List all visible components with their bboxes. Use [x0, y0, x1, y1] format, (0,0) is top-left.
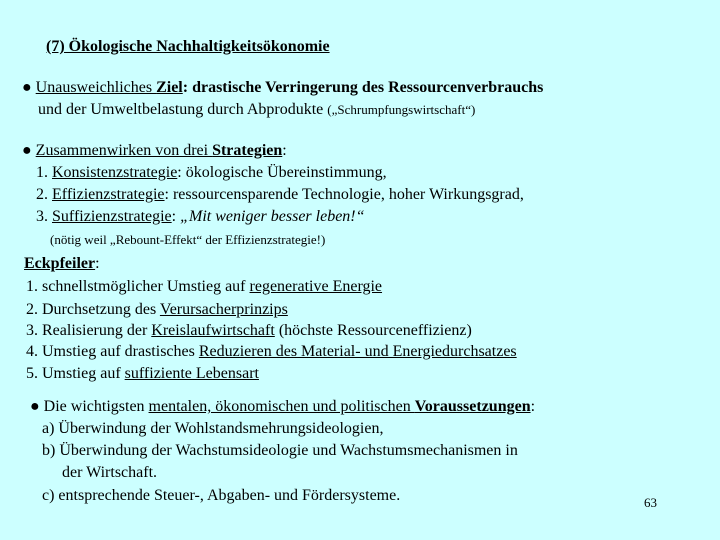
prereq-item-b-cont: der Wirtschaft. [62, 464, 158, 481]
prereq-key: mentalen, ökonomischen und politischen [148, 398, 415, 415]
bullet-icon: ● [30, 398, 40, 415]
page-number: 63 [644, 495, 657, 510]
pillar-post: (höchste Ressourceneffizienz) [274, 322, 472, 339]
strategy-name: Suffizienzstrategie [52, 208, 172, 225]
pillar-item [26, 364, 259, 384]
pillar-pre: 1. schnellstmöglicher Umstieg auf [26, 278, 250, 295]
strategy-text: : ressourcensparende Technologie, hoher Wirkungsgrad, [164, 186, 524, 203]
pillar-pre: 3. Realisierung der [26, 322, 152, 339]
strategy-num: 1. [36, 164, 52, 181]
pillar-key: Kreislaufwirtschaft [151, 322, 275, 339]
pillar-item [26, 321, 472, 341]
goal-rest: : drastische Verringerung des Ressourcenverbrauchs [182, 79, 544, 96]
prereq-item-c: c) entsprechende Steuer-, Abgaben- und Fördersysteme. [42, 487, 401, 504]
prereq-item-b: b) Überwindung der Wachstumsideologie und Wachstumsmechanismen in [42, 442, 518, 459]
goal-ziel: Ziel [156, 79, 183, 96]
strategy-text: : ökologische Übereinstimmung, [177, 164, 387, 181]
pillars-colon: : [95, 255, 100, 272]
strategy-text: : [171, 208, 181, 225]
pillar-key: Reduzieren des Material- und Energiedurchsatzes [198, 343, 517, 360]
bullet-icon: ● [22, 142, 32, 159]
pillar-key: suffiziente Lebensart [124, 365, 259, 382]
strategy-item [36, 207, 365, 227]
pillar-item [26, 342, 517, 362]
pillar-pre: 4. Umstieg auf drastisches [26, 343, 199, 360]
bullet-icon: ● [22, 79, 32, 96]
prereq-colon: : [530, 398, 536, 415]
strategy-item [36, 163, 387, 183]
strategies-note: (nötig weil „Rebount-Effekt“ der Effizienzstrategie!) [50, 232, 326, 247]
prereq-word: Voraussetzungen [414, 398, 531, 415]
strategy-item [36, 185, 524, 205]
strategies-colon: : [282, 142, 287, 159]
goal-line-2 [38, 100, 475, 120]
strategy-num: 3. [36, 208, 52, 225]
prereq-item-a: a) Überwindung der Wohlstandsmehrungsideologien, [42, 420, 384, 437]
strategy-num: 2. [36, 186, 52, 203]
goal-lead: Unausweichliches [35, 79, 157, 96]
pillar-key: Verursacherprinzips [159, 301, 288, 318]
pillar-item [26, 300, 288, 320]
pillars-heading-line [24, 254, 100, 274]
pillar-key: regenerative Energie [249, 278, 383, 295]
prerequisites-line [30, 397, 535, 417]
strategy-name: Konsistenzstrategie [52, 164, 178, 181]
strategies-word: Strategien [212, 142, 283, 159]
strategies-lead: Zusammenwirken von drei [35, 142, 213, 159]
prereq-lead: Die wichtigsten [43, 398, 149, 415]
pillar-item [26, 277, 382, 297]
goal-line-1 [22, 78, 543, 98]
page-title: (7) Ökologische Nachhaltigkeitsökonomie [46, 38, 330, 55]
goal-line2-text: und der Umweltbelastung durch Abprodukte [38, 101, 328, 118]
strategy-name: Effizienzstrategie [52, 186, 165, 203]
pillars-heading: Eckpfeiler [24, 255, 96, 272]
strategy-quote: „Mit weniger besser leben!“ [180, 208, 365, 225]
goal-note: („Schrumpfungswirtschaft“) [327, 102, 476, 117]
pillar-pre: 5. Umstieg auf [26, 365, 125, 382]
strategies-line [22, 141, 287, 161]
pillar-pre: 2. Durchsetzung des [26, 301, 160, 318]
